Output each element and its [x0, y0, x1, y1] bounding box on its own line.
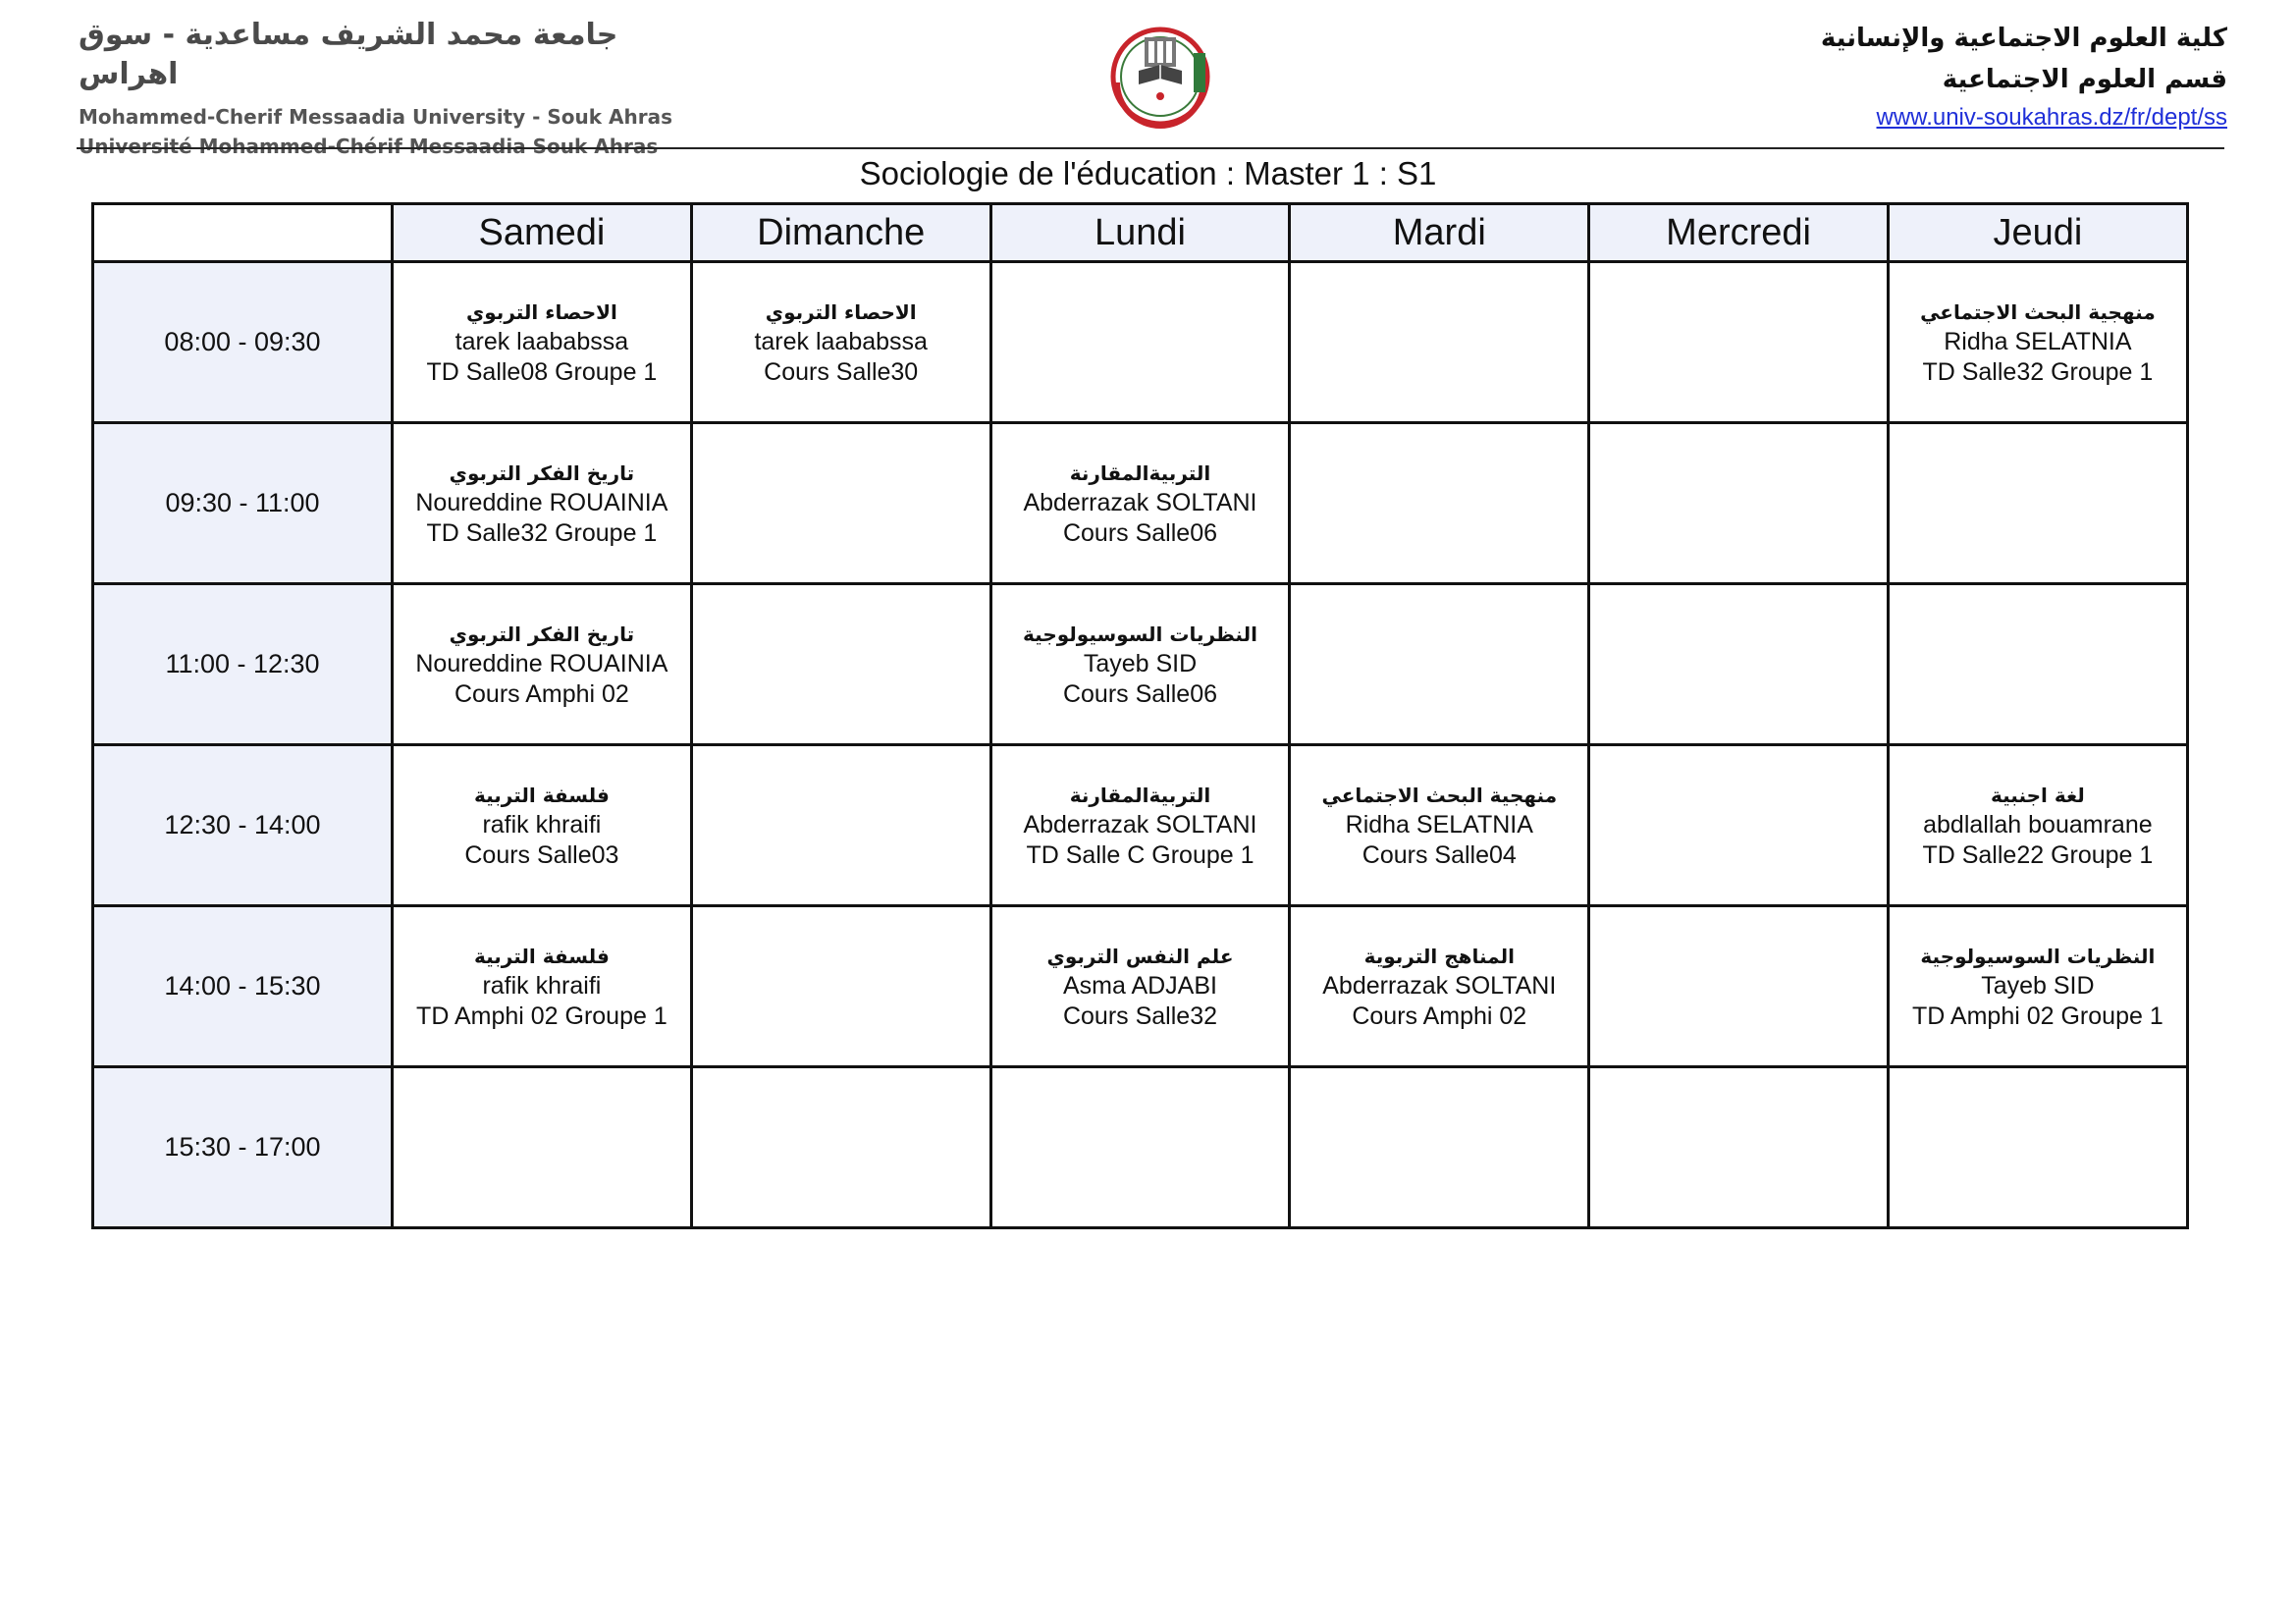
department-name-ar: قسم العلوم الاجتماعية — [1942, 65, 2227, 94]
teacher-name: rafik khraifi — [482, 810, 602, 839]
timetable-header-row — [93, 204, 2188, 262]
session-cell — [990, 906, 1290, 1067]
empty-cell — [1290, 1067, 1589, 1228]
course-name: تاريخ الفكر التربوي — [449, 622, 635, 646]
empty-cell — [1290, 262, 1589, 423]
room-info: Cours Salle04 — [1362, 840, 1517, 869]
teacher-name: Abderrazak SOLTANI — [1023, 488, 1257, 516]
timetable-row — [93, 1067, 2188, 1228]
empty-cell — [691, 423, 990, 584]
teacher-name: rafik khraifi — [482, 971, 602, 1000]
timetable-row — [93, 423, 2188, 584]
room-info: TD Salle C Groupe 1 — [1026, 840, 1255, 869]
empty-cell — [691, 745, 990, 906]
time-slot: 11:00 - 12:30 — [93, 584, 393, 745]
session-cell — [1888, 906, 2187, 1067]
university-header — [79, 16, 673, 161]
session-cell — [393, 745, 692, 906]
empty-cell — [1290, 584, 1589, 745]
teacher-name: Noureddine ROUAINIA — [415, 488, 668, 516]
time-slot: 09:30 - 11:00 — [93, 423, 393, 584]
time-slot: 14:00 - 15:30 — [93, 906, 393, 1067]
day-header: Samedi — [393, 204, 692, 262]
room-info: Cours Salle30 — [764, 357, 919, 386]
session-cell — [1290, 745, 1589, 906]
teacher-name: tarek laababssa — [454, 327, 629, 355]
empty-cell — [1589, 584, 1889, 745]
course-name: منهجية البحث الاجتماعي — [1321, 783, 1558, 807]
course-name: المناهج التربوية — [1363, 944, 1515, 968]
course-name: علم النفس التربوي — [1046, 944, 1234, 968]
session-cell — [393, 584, 692, 745]
university-logo — [1099, 14, 1225, 130]
teacher-name: Noureddine ROUAINIA — [415, 649, 668, 677]
course-name: فلسفة التربية — [473, 783, 610, 807]
empty-cell — [1589, 1067, 1889, 1228]
session-cell — [990, 745, 1290, 906]
course-name: الاحصاء التربوي — [465, 299, 617, 324]
room-info: TD Salle32 Groupe 1 — [1922, 357, 2154, 386]
empty-cell — [1888, 584, 2187, 745]
university-name-fr: Université Mohammed-Chérif Messaadia Souk Ahras — [79, 135, 659, 158]
teacher-name: abdlallah bouamrane — [1923, 810, 2153, 839]
course-name: الاحصاء التربوي — [765, 299, 917, 324]
course-name: النظريات السوسيولوجية — [1023, 622, 1257, 646]
faculty-header — [1599, 18, 2227, 132]
room-info: Cours Salle06 — [1062, 679, 1217, 708]
empty-cell — [393, 1067, 692, 1228]
empty-cell — [1589, 745, 1889, 906]
session-cell — [990, 423, 1290, 584]
teacher-name: tarek laababssa — [754, 327, 928, 355]
empty-cell — [1888, 423, 2187, 584]
teacher-name: Asma ADJABI — [1062, 971, 1217, 1000]
teacher-name: Tayeb SID — [1981, 971, 2095, 1000]
header-divider — [77, 147, 2224, 149]
day-header: Jeudi — [1888, 204, 2187, 262]
university-name-ar: جامعة محمد الشريف مساعدية - سوق اهراس — [79, 18, 618, 91]
room-info: Cours Amphi 02 — [454, 679, 629, 708]
course-name: التربيةالمقارنة — [1069, 783, 1211, 807]
room-info: TD Amphi 02 Groupe 1 — [1912, 1001, 2163, 1030]
empty-cell — [1888, 1067, 2187, 1228]
timetable — [91, 202, 2189, 1229]
session-cell — [990, 584, 1290, 745]
teacher-name: Ridha SELATNIA — [1345, 810, 1533, 839]
session-cell — [1290, 906, 1589, 1067]
corner-cell — [93, 204, 393, 262]
empty-cell — [691, 906, 990, 1067]
course-name: التربيةالمقارنة — [1069, 460, 1211, 485]
room-info: TD Salle22 Groupe 1 — [1922, 840, 2154, 869]
time-slot: 08:00 - 09:30 — [93, 262, 393, 423]
time-slot: 12:30 - 14:00 — [93, 745, 393, 906]
timetable-row — [93, 584, 2188, 745]
teacher-name: Tayeb SID — [1083, 649, 1198, 677]
timetable-row — [93, 262, 2188, 423]
session-cell — [393, 423, 692, 584]
teacher-name: Ridha SELATNIA — [1944, 327, 2132, 355]
room-info: Cours Salle32 — [1062, 1001, 1217, 1030]
day-header: Dimanche — [691, 204, 990, 262]
room-info: Cours Salle03 — [464, 840, 619, 869]
session-cell — [1888, 262, 2187, 423]
course-name: منهجية البحث الاجتماعي — [1920, 299, 2156, 324]
day-header: Mercredi — [1589, 204, 1889, 262]
timetable-row — [93, 745, 2188, 906]
room-info: Cours Salle06 — [1062, 518, 1217, 547]
empty-cell — [691, 1067, 990, 1228]
room-info: Cours Amphi 02 — [1352, 1001, 1527, 1030]
teacher-name: Abderrazak SOLTANI — [1023, 810, 1257, 839]
empty-cell — [990, 1067, 1290, 1228]
room-info: TD Salle32 Groupe 1 — [426, 518, 658, 547]
faculty-name-ar: كلية العلوم الاجتماعية والإنسانية — [1820, 24, 2227, 53]
course-name: لغة اجنبية — [1990, 783, 2085, 807]
day-header: Mardi — [1290, 204, 1589, 262]
timetable-row — [93, 906, 2188, 1067]
empty-cell — [990, 262, 1290, 423]
teacher-name: Abderrazak SOLTANI — [1322, 971, 1557, 1000]
time-slot: 15:30 - 17:00 — [93, 1067, 393, 1228]
course-name: النظريات السوسيولوجية — [1920, 944, 2156, 968]
session-cell — [691, 262, 990, 423]
course-name: تاريخ الفكر التربوي — [449, 460, 635, 485]
department-website-link[interactable]: www.univ-soukahras.dz/fr/dept/ss — [1876, 104, 2227, 131]
schedule-title: Sociologie de l'éducation : Master 1 : S1 — [859, 155, 1437, 191]
empty-cell — [1589, 906, 1889, 1067]
empty-cell — [691, 584, 990, 745]
session-cell — [393, 906, 692, 1067]
empty-cell — [1589, 423, 1889, 584]
room-info: TD Salle08 Groupe 1 — [426, 357, 658, 386]
session-cell — [393, 262, 692, 423]
session-cell — [1888, 745, 2187, 906]
empty-cell — [1589, 262, 1889, 423]
empty-cell — [1290, 423, 1589, 584]
day-header: Lundi — [990, 204, 1290, 262]
course-name: فلسفة التربية — [473, 944, 610, 968]
room-info: TD Amphi 02 Groupe 1 — [416, 1001, 667, 1030]
university-name-en: Mohammed-Cherif Messaadia University - Souk Ahras — [79, 105, 673, 129]
